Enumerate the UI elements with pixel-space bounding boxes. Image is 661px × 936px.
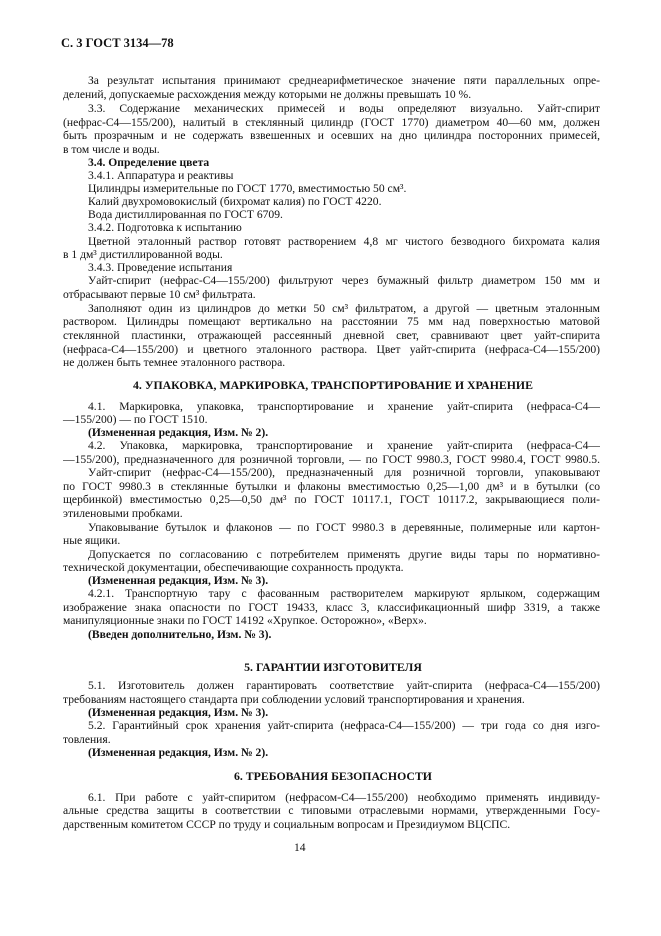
paragraph-line: Упаковывание бутылок и флаконов — по ГОСТ 9980.3 в деревянные, полимерные или картон-: [88, 521, 600, 534]
paragraph-line: 4.1. Маркировка, упаковка, транспортирование и хранение уайт-спирита (нефраса-С4—: [88, 400, 600, 413]
paragraph-line: —155/200) — по ГОСТ 1510.: [63, 413, 208, 426]
paragraph-line: стеклянной пластинки, отражающей рассеянный дневной свет, сравнивают цвет уайт-спирита: [63, 329, 600, 342]
paragraph-line: товления.: [63, 733, 111, 746]
paragraph-line: в 1 дм³ дистиллированной воды.: [63, 248, 223, 261]
page-number: 14: [294, 841, 306, 854]
paragraph-line: Калий двухромовокислый (бихромат калия) по ГОСТ 4220.: [88, 195, 382, 208]
amendment-note: (Измененная редакция, Изм. № 3).: [88, 706, 269, 719]
paragraph-line: 4.2.1. Транспортную тару с фасованным растворителем маркируют ярлыком, содержащим: [88, 587, 600, 600]
paragraph-line: 5.1. Изготовитель должен гарантировать соответствие уайт-спирита (нефраса-С4—155/200): [88, 679, 600, 692]
paragraph-line: Допускается по согласованию с потребителем применять другие виды тары по нормативно-: [88, 548, 600, 561]
paragraph-line: альные средства защиты в соответствии с типовыми отраслевыми нормами, утвержденными Госу-: [63, 804, 600, 817]
paragraph-line: 3.4.2. Подготовка к испытанию: [88, 221, 242, 234]
section-heading: 6. ТРЕБОВАНИЯ БЕЗОПАСНОСТИ: [233, 769, 432, 783]
paragraph-line: не должен быть темнее эталонного раствора.: [63, 356, 286, 369]
paragraph-line: требованиям настоящего стандарта при соблюдении условий транспортирования и хранения.: [63, 693, 525, 706]
paragraph-line: Уайт-спирит (нефрас-С4—155/200), предназначенный для розничной торговли, упаковывают: [88, 466, 600, 479]
paragraph-line: делений, допускаемые расхождения между которыми не должны превышать 10 %.: [63, 88, 472, 101]
paragraph-line: раствором. Цилиндры помещают вертикально на расстоянии 75 мм над поверхностью матовой: [63, 315, 600, 328]
paragraph-line: Заполняют один из цилиндров до метки 50 см³ фильтратом, а другой — цветным эталонным: [88, 302, 600, 315]
paragraph-line: Цилиндры измерительные по ГОСТ 1770, вместимостью 50 см³.: [88, 182, 407, 195]
paragraph-line: —155/200), предназначенного для розничной торговли, — по ГОСТ 9980.3, ГОСТ 9980.4, ГОСТ 9980.5.: [63, 453, 600, 466]
section-heading: 5. ГАРАНТИИ ИЗГОТОВИТЕЛЯ: [244, 660, 422, 674]
amendment-note: (Измененная редакция, Изм. № 2).: [88, 746, 269, 759]
paragraph-line: быть прозрачным и не содержать взвешенных и осевших на дно цилиндра посторонних примесей,: [63, 129, 600, 142]
paragraph-line: Цветной эталонный раствор готовят растворением 4,8 мг чистого безводного бихромата калия: [88, 235, 600, 248]
paragraph-line: 3.3. Содержание механических примесей и воды определяют визуально. Уайт-спирит: [88, 102, 600, 115]
paragraph-line: этиленовыми пробками.: [63, 507, 183, 520]
paragraph-line: (нефрас-С4—155/200), налитый в стеклянный цилиндр (ГОСТ 1770) диаметром 40—60 мм, должен: [63, 116, 600, 129]
paragraph-line: 3.4.3. Проведение испытания: [88, 261, 233, 274]
paragraph-line: по ГОСТ 9980.3 в стеклянные бутылки и флаконы вместимостью 0,25—1,00 дм³ и в бутылки (со: [63, 480, 600, 493]
paragraph-line: отбрасывают первые 10 см³ фильтрата.: [63, 288, 256, 301]
paragraph-line: дарственным комитетом СССР по труду и социальным вопросам и Президиумом ВЦСПС.: [63, 818, 511, 831]
paragraph-line: ные ящики.: [63, 534, 121, 547]
paragraph-line: Уайт-спирит (нефрас-С4—155/200) фильтруют через бумажный фильтр диаметром 150 мм и: [88, 274, 600, 287]
paragraph-line: манипуляционные знаки по ГОСТ 14192 «Хрупкое. Осторожно», «Верх».: [63, 614, 427, 627]
amendment-note: (Измененная редакция, Изм. № 2).: [88, 426, 269, 439]
amendment-note: (Измененная редакция, Изм. № 3).: [88, 574, 269, 587]
section-heading: 4. УПАКОВКА, МАРКИРОВКА, ТРАНСПОРТИРОВАНИЕ И ХРАНЕНИЕ: [133, 378, 533, 392]
paragraph-line: Вода дистиллированная по ГОСТ 6709.: [88, 208, 283, 221]
paragraph-line: (нефраса-С4—155/200) и цветного эталонного раствора. Цвет уайт-спирита (нефраса-С4—155/200): [63, 343, 600, 356]
paragraph-line: За результат испытания принимают среднеарифметическое значение пяти параллельных опре-: [88, 74, 600, 87]
paragraph-line: изображение знака опасности по ГОСТ 19433, класс 3, классификационный шифр 3319, а также: [63, 601, 600, 614]
paragraph-line: 6.1. При работе с уайт-спиритом (нефрасом-С4—155/200) необходимо применять индивиду-: [88, 791, 600, 804]
paragraph-line: щербинкой) вместимостью 0,25—0,50 дм³ по ГОСТ 10117.1, ГОСТ 10117.2, закрывающиеся поли-: [63, 493, 600, 506]
paragraph-line: в том числе и воды.: [63, 143, 160, 156]
paragraph-line: 5.2. Гарантийный срок хранения уайт-спирита (нефраса-С4—155/200) — три года со дня изго-: [88, 719, 600, 732]
paragraph-line: 3.4.1. Аппаратура и реактивы: [88, 169, 234, 182]
amendment-note: (Введен дополнительно, Изм. № 3).: [88, 628, 272, 641]
running-header: С. 3 ГОСТ 3134—78: [61, 36, 174, 50]
paragraph-line: 4.2. Упаковка, маркировка, транспортирование и хранение уайт-спирита (нефраса-С4—: [88, 439, 600, 452]
subsection-heading: 3.4. Определение цвета: [88, 156, 210, 169]
paragraph-line: технической документации, обеспечивающие сохранность продукта.: [63, 561, 404, 574]
